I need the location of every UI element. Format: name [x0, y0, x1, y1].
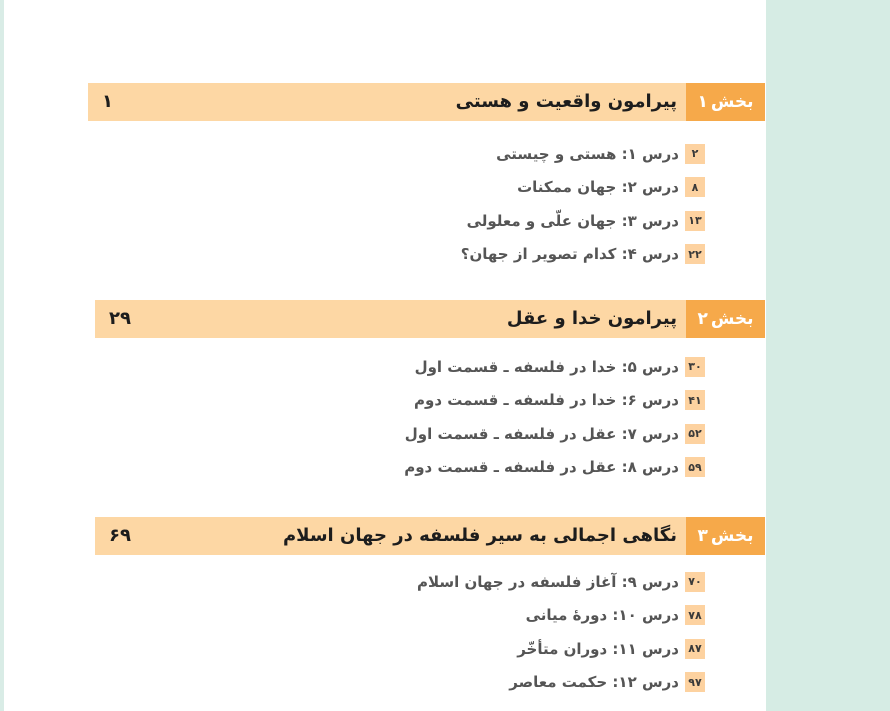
lesson-item[interactable]	[417, 599, 705, 633]
lesson-page-badge: ۱۳	[685, 211, 705, 231]
lesson-page-badge: ۲۲	[685, 244, 705, 264]
section-tag-label: بخش	[710, 92, 754, 112]
lesson-page-badge: ۳۰	[685, 357, 705, 377]
section-title: پیرامون واقعیت و هستی	[455, 91, 677, 112]
section-tag	[686, 83, 765, 121]
lesson-item[interactable]	[461, 238, 705, 272]
lesson-page-badge: ۷۸	[685, 605, 705, 625]
lesson-title: درس ۱۰: دورهٔ میانی	[525, 606, 679, 625]
section-tag-label: بخش	[710, 309, 754, 329]
lesson-item[interactable]	[404, 417, 705, 451]
lesson-page-badge: ۴۱	[685, 390, 705, 410]
lesson-title: درس ۸: عقل در فلسفه ـ قسمت دوم	[404, 458, 679, 477]
section-page-number: ۶۹	[109, 525, 131, 546]
lesson-title: درس ۶: خدا در فلسفه ـ قسمت دوم	[414, 391, 679, 410]
section-page-number: ۱	[102, 91, 113, 112]
lesson-page-badge: ۹۷	[685, 672, 705, 692]
lesson-title: درس ۹: آغاز فلسفه در جهان اسلام	[416, 572, 679, 591]
section-number: ۲	[697, 309, 708, 329]
lesson-item[interactable]	[404, 451, 705, 485]
lesson-item[interactable]	[461, 137, 705, 171]
section-page-number: ۲۹	[109, 308, 131, 329]
lesson-page-badge: ۲	[685, 144, 705, 164]
lesson-title: درس ۴: کدام تصویر از جهان؟	[460, 245, 679, 264]
lesson-item[interactable]	[461, 171, 705, 205]
right-margin-strip	[766, 0, 890, 711]
lesson-item[interactable]	[417, 565, 705, 599]
lesson-list	[417, 565, 705, 699]
lesson-item[interactable]	[461, 204, 705, 238]
section-1	[88, 83, 765, 283]
section-tag-label: بخش	[710, 526, 754, 546]
section-tag	[686, 517, 765, 555]
section-title: نگاهی اجمالی به سیر فلسفه در جهان اسلام	[282, 525, 677, 546]
lesson-item[interactable]	[417, 666, 705, 700]
section-number: ۳	[697, 526, 708, 546]
lesson-title: درس ۷: عقل در فلسفه ـ قسمت اول	[404, 424, 679, 443]
lesson-title: درس ۳: جهان علّی و معلولی	[466, 211, 679, 230]
section-title: پیرامون خدا و عقل	[506, 308, 677, 329]
lesson-title: درس ۱: هستی و چیستی	[496, 144, 679, 163]
section-tag	[686, 300, 765, 338]
lesson-page-badge: ۸	[685, 177, 705, 197]
section-header[interactable]	[88, 83, 765, 121]
lesson-list	[461, 137, 705, 271]
section-3	[95, 517, 765, 711]
section-2	[95, 300, 765, 500]
lesson-page-badge: ۵۲	[685, 424, 705, 444]
section-number: ۱	[697, 92, 708, 112]
left-margin-strip	[0, 0, 4, 711]
lesson-list	[404, 350, 705, 484]
lesson-title: درس ۵: خدا در فلسفه ـ قسمت اول	[414, 357, 679, 376]
lesson-title: درس ۲: جهان ممکنات	[517, 178, 679, 197]
lesson-title: درس ۱۱: دوران متأخّر	[517, 639, 679, 658]
lesson-item[interactable]	[404, 350, 705, 384]
lesson-page-badge: ۷۰	[685, 572, 705, 592]
lesson-page-badge: ۸۷	[685, 639, 705, 659]
lesson-item[interactable]	[404, 384, 705, 418]
lesson-title: درس ۱۲: حکمت معاصر	[509, 673, 679, 692]
section-header[interactable]	[95, 300, 765, 338]
lesson-page-badge: ۵۹	[685, 457, 705, 477]
section-header[interactable]	[95, 517, 765, 555]
lesson-item[interactable]	[417, 632, 705, 666]
